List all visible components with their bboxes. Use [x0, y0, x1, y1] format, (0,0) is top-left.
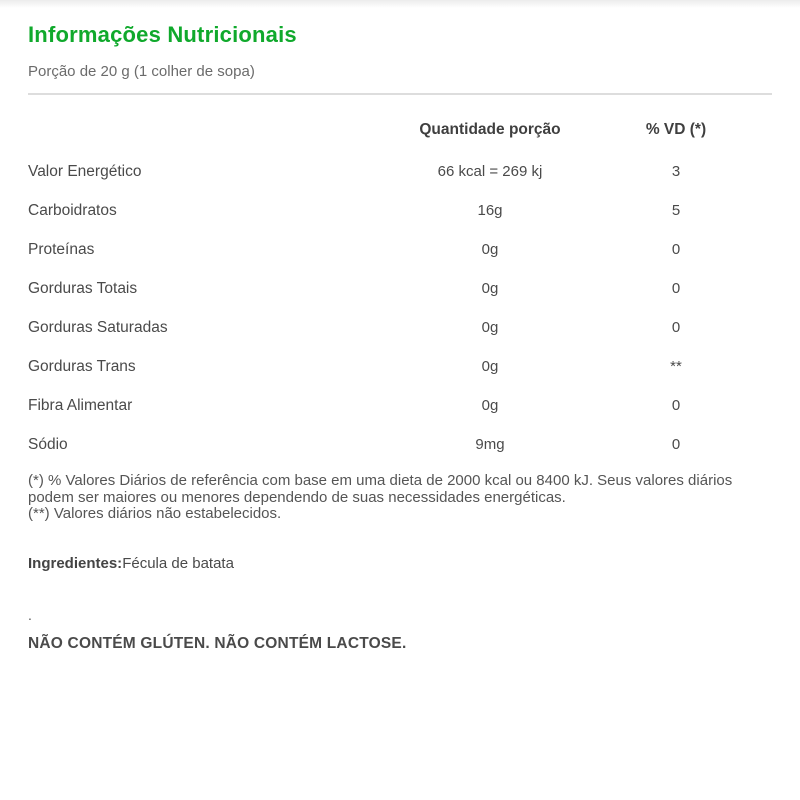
separator-dot: .	[28, 606, 32, 623]
nutrient-daily-value: 3	[671, 163, 681, 180]
nutrient-daily-value: 0	[671, 397, 681, 414]
nutrient-daily-value: 0	[671, 319, 681, 336]
nutrient-quantity: 0g	[481, 358, 499, 375]
top-fade-divider	[0, 0, 800, 8]
nutrient-quantity: 0g	[481, 280, 499, 297]
nutrient-quantity: 66 kcal = 269 kj	[437, 163, 543, 180]
table-row-gorduras-totais	[28, 269, 772, 308]
footnote-not-established: (**) Valores diários não estabelecidos.	[28, 505, 282, 522]
nutrition-table	[28, 103, 772, 464]
table-row-carboidratos	[28, 191, 772, 230]
nutrient-quantity: 0g	[481, 241, 499, 258]
nutrition-info-section	[0, 21, 800, 653]
table-row-gorduras-trans	[28, 347, 772, 386]
nutrient-label: Valor Energético	[28, 162, 142, 180]
nutrient-quantity: 0g	[481, 397, 499, 414]
nutrient-daily-value: 0	[671, 436, 681, 453]
ingredients-value: Fécula de batata	[122, 554, 234, 572]
table-header-row	[28, 103, 772, 152]
table-row-gorduras-saturadas	[28, 308, 772, 347]
nutrient-quantity: 9mg	[475, 436, 505, 453]
nutrient-label: Gorduras Totais	[28, 279, 138, 297]
nutrient-label: Carboidratos	[28, 201, 117, 219]
ingredients-line	[28, 555, 772, 573]
allergen-statement: NÃO CONTÉM GLÚTEN. NÃO CONTÉM LACTOSE.	[28, 634, 407, 652]
serving-size: Porção de 20 g (1 colher de sopa)	[28, 63, 255, 80]
table-header-quantity: Quantidade porção	[419, 120, 561, 138]
table-row-sodio	[28, 425, 772, 464]
nutrient-label: Sódio	[28, 435, 68, 453]
footnotes	[28, 473, 772, 523]
nutrient-daily-value: 0	[671, 280, 681, 297]
nutrient-label: Fibra Alimentar	[28, 396, 133, 414]
ingredients-label: Ingredientes:	[28, 554, 123, 572]
section-divider	[28, 93, 772, 95]
nutrient-quantity: 0g	[481, 319, 499, 336]
nutrient-daily-value: 0	[671, 241, 681, 258]
nutrient-label: Gorduras Saturadas	[28, 318, 168, 336]
nutrient-daily-value: **	[670, 358, 682, 375]
page-title: Informações Nutricionais	[28, 22, 297, 47]
nutrient-label: Proteínas	[28, 240, 95, 258]
nutrient-label: Gorduras Trans	[28, 357, 136, 375]
table-header-daily-value: % VD (*)	[645, 120, 707, 138]
footnote-daily-value-reference: (*) % Valores Diários de referência com base em uma dieta de 2000 kcal ou 8400 kJ. Seus valores diários podem ser maiores ou menores dependendo de suas necessidades energéticas.	[28, 472, 733, 506]
table-row-valor-energetico	[28, 152, 772, 191]
nutrient-daily-value: 5	[671, 202, 681, 219]
table-row-proteinas	[28, 230, 772, 269]
nutrient-quantity: 16g	[477, 202, 503, 219]
table-row-fibra-alimentar	[28, 386, 772, 425]
